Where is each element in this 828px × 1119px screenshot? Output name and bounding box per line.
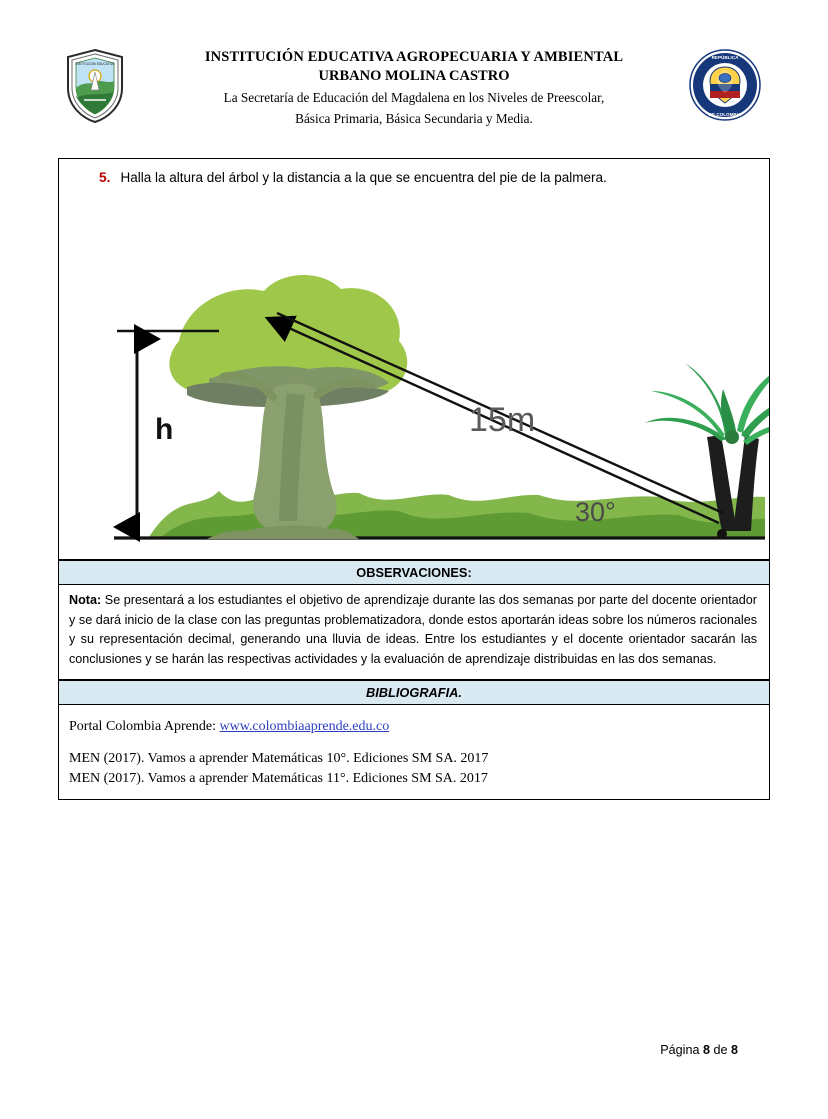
svg-text:15m: 15m (469, 401, 536, 439)
observations-band: OBSERVACIONES: (59, 560, 769, 585)
footer-page-middle: de (709, 1043, 731, 1057)
question-number: 5. (99, 170, 111, 185)
school-crest-icon (64, 48, 126, 124)
page-header (58, 48, 770, 140)
footer-page-prefix: Página (660, 1043, 703, 1057)
svg-text:30°: 30° (575, 497, 616, 527)
bibliography-cell (59, 705, 769, 799)
note-text: Se presentará a los estudiantes el objetivo de aprendizaje durante las dos semanas por parte del docente orientador y se dará inicio de la clase con las preguntas problematizadora, donde estos aportarán ideas sobre los números racionales y su representación decimal, generando una lluvia de ideas. Entre los estudiantes y el docente orientador sacarán las conclusiones y se harán las respectivas actividades y la evaluación de aprendizaje distribuidas en las dos semanas. (69, 593, 757, 666)
institution-subtitle-line2: Básica Primaria, Básica Secundaria y Media. (295, 111, 533, 126)
page-footer (660, 1043, 738, 1057)
header-title-block (58, 48, 770, 128)
question-cell (59, 159, 769, 187)
question-row (59, 159, 769, 560)
bibliography-portal-label: Portal Colombia Aprende: (69, 719, 216, 734)
note-prefix: Nota: (69, 593, 102, 607)
bibliography-band: BIBLIOGRAFIA. (59, 680, 769, 705)
colombia-aprende-link[interactable]: www.colombiaaprende.edu.co (219, 719, 390, 734)
svg-text:INSTITUCIÓN EDUCATIVA: INSTITUCIÓN EDUCATIVA (75, 62, 115, 66)
svg-text:REPÚBLICA: REPÚBLICA (711, 55, 739, 60)
footer-current-page: 8 (702, 1043, 710, 1057)
institution-subtitle-line1: La Secretaría de Educación del Magdalena en los Niveles de Preescolar, (223, 90, 605, 105)
trigonometry-figure (59, 191, 769, 559)
svg-text:DE COLOMBIA: DE COLOMBIA (708, 112, 742, 117)
bibliography-portal-line (69, 717, 759, 737)
republic-of-colombia-seal-icon (688, 48, 762, 122)
bibliography-entry: MEN (2017). Vamos a aprender Matemáticas 10°. Ediciones SM SA. 2017 (69, 751, 489, 766)
bibliography-entry: MEN (2017). Vamos a aprender Matemáticas 11°. Ediciones SM SA. 2017 (69, 771, 488, 786)
bibliography-spacer (69, 737, 759, 749)
footer-total-pages: 8 (730, 1043, 738, 1057)
activity-table (58, 158, 770, 800)
observations-row (59, 585, 769, 680)
institution-name-line1: INSTITUCIÓN EDUCATIVA AGROPECUARIA Y AMBIENTAL (204, 49, 624, 65)
bibliography-row (59, 705, 769, 799)
svg-text:h: h (155, 413, 174, 446)
question-text: Halla la altura del árbol y la distancia a la que se encuentra del pie de la palmera. (120, 170, 607, 185)
observations-text-cell (59, 585, 769, 679)
institution-name-line2: URBANO MOLINA CASTRO (318, 68, 510, 84)
document-page (0, 48, 828, 1119)
